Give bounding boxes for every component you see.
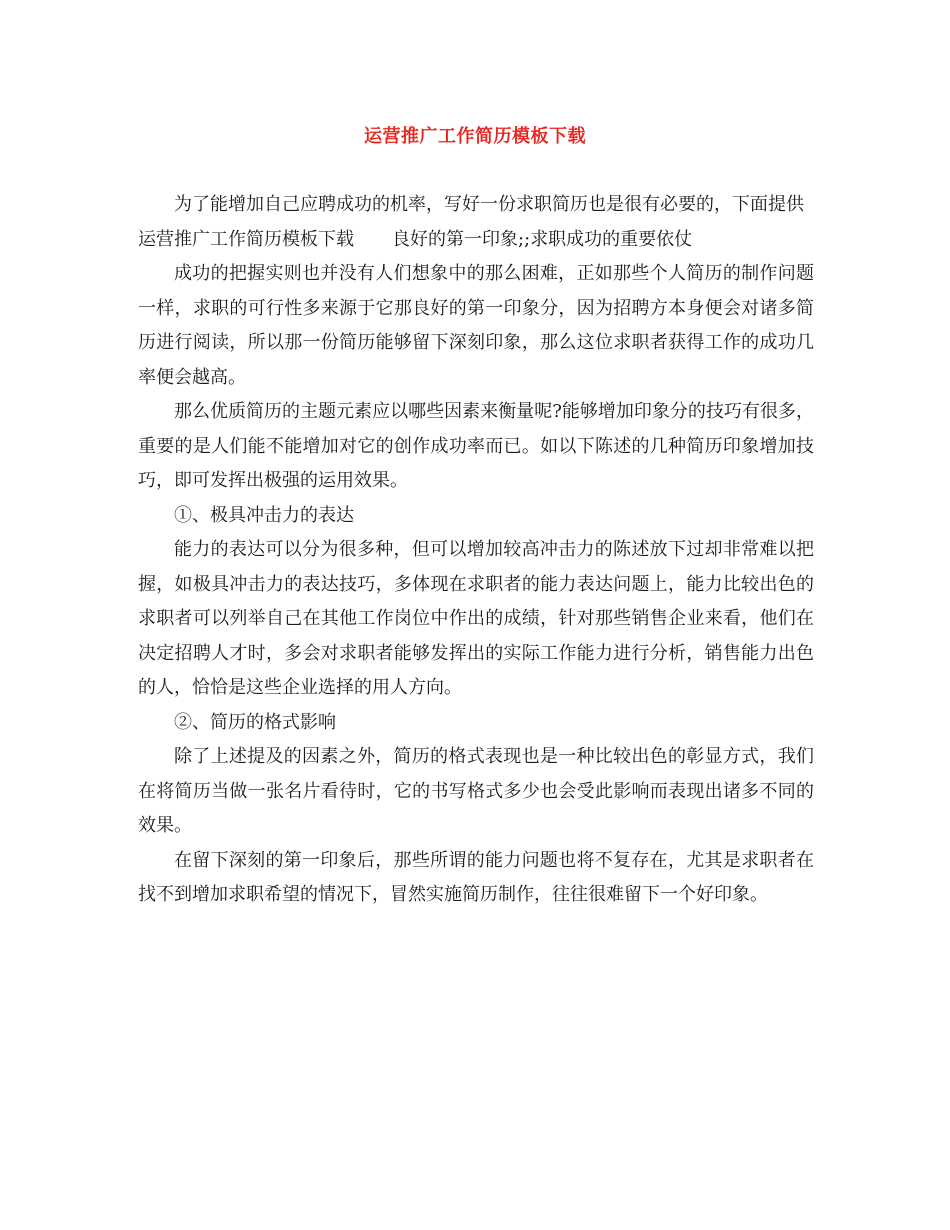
body-paragraph-1: 成功的把握实则也并没有人们想象中的那么困难，正如那些个人简历的制作问题一样，求职的可行性多来源于它那良好的第一印象分，因为招聘方本身便会对诸多简历进行阅读，所以那一份简历能够留下深刻印象，那么这位求职者获得工作的成功几率便会越高。 <box>138 263 814 388</box>
document-body <box>138 188 814 913</box>
subtitle-gap <box>354 223 392 258</box>
subtitle-row <box>138 223 814 258</box>
document-title: 运营推广工作简历模板下载 <box>364 126 586 147</box>
body-paragraph-3: 能力的表达可以分为很多种，但可以增加较高冲击力的陈述放下过却非常难以把握，如极具冲击力的表达技巧，多体现在求职者的能力表达问题上，能力比较出色的求职者可以列举自己在其他工作岗位中作出的成绩，针对那些销售企业来看，他们在决定招聘人才时，多会对求职者能够发挥出的实际工作能力进行分析，销售能力出色的人，恰恰是这些企业选择的用人方向。 <box>138 539 814 698</box>
intro-paragraph: 为了能增加自己应聘成功的机率，写好一份求职简历也是很有必要的，下面提供 <box>174 194 804 215</box>
body-paragraph-4: 除了上述提及的因素之外，简历的格式表现也是一种比较出色的彰显方式，我们在将简历当做一张名片看待时，它的书写格式多少也会受此影响而表现出诸多不同的效果。 <box>138 746 814 836</box>
body-paragraph-5: 在留下深刻的第一印象后，那些所谓的能力问题也将不复存在，尤其是求职者在找不到增加求职希望的情况下，冒然实施简历制作，往往很难留下一个好印象。 <box>138 849 814 905</box>
subtitle-right: 良好的第一印象;;求职成功的重要依仗 <box>392 228 693 250</box>
body-paragraph-2: 那么优质简历的主题元素应以哪些因素来衡量呢?能够增加印象分的技巧有很多，重要的是人们能不能增加对它的创作成功率而已。如以下陈述的几种简历印象增加技巧，即可发挥出极强的运用效果。 <box>138 401 814 491</box>
subtitle-left: 运营推广工作简历模板下载 <box>138 228 354 250</box>
section-heading-1: ①、极具冲击力的表达 <box>174 504 354 526</box>
section-heading-2: ②、简历的格式影响 <box>174 711 336 733</box>
